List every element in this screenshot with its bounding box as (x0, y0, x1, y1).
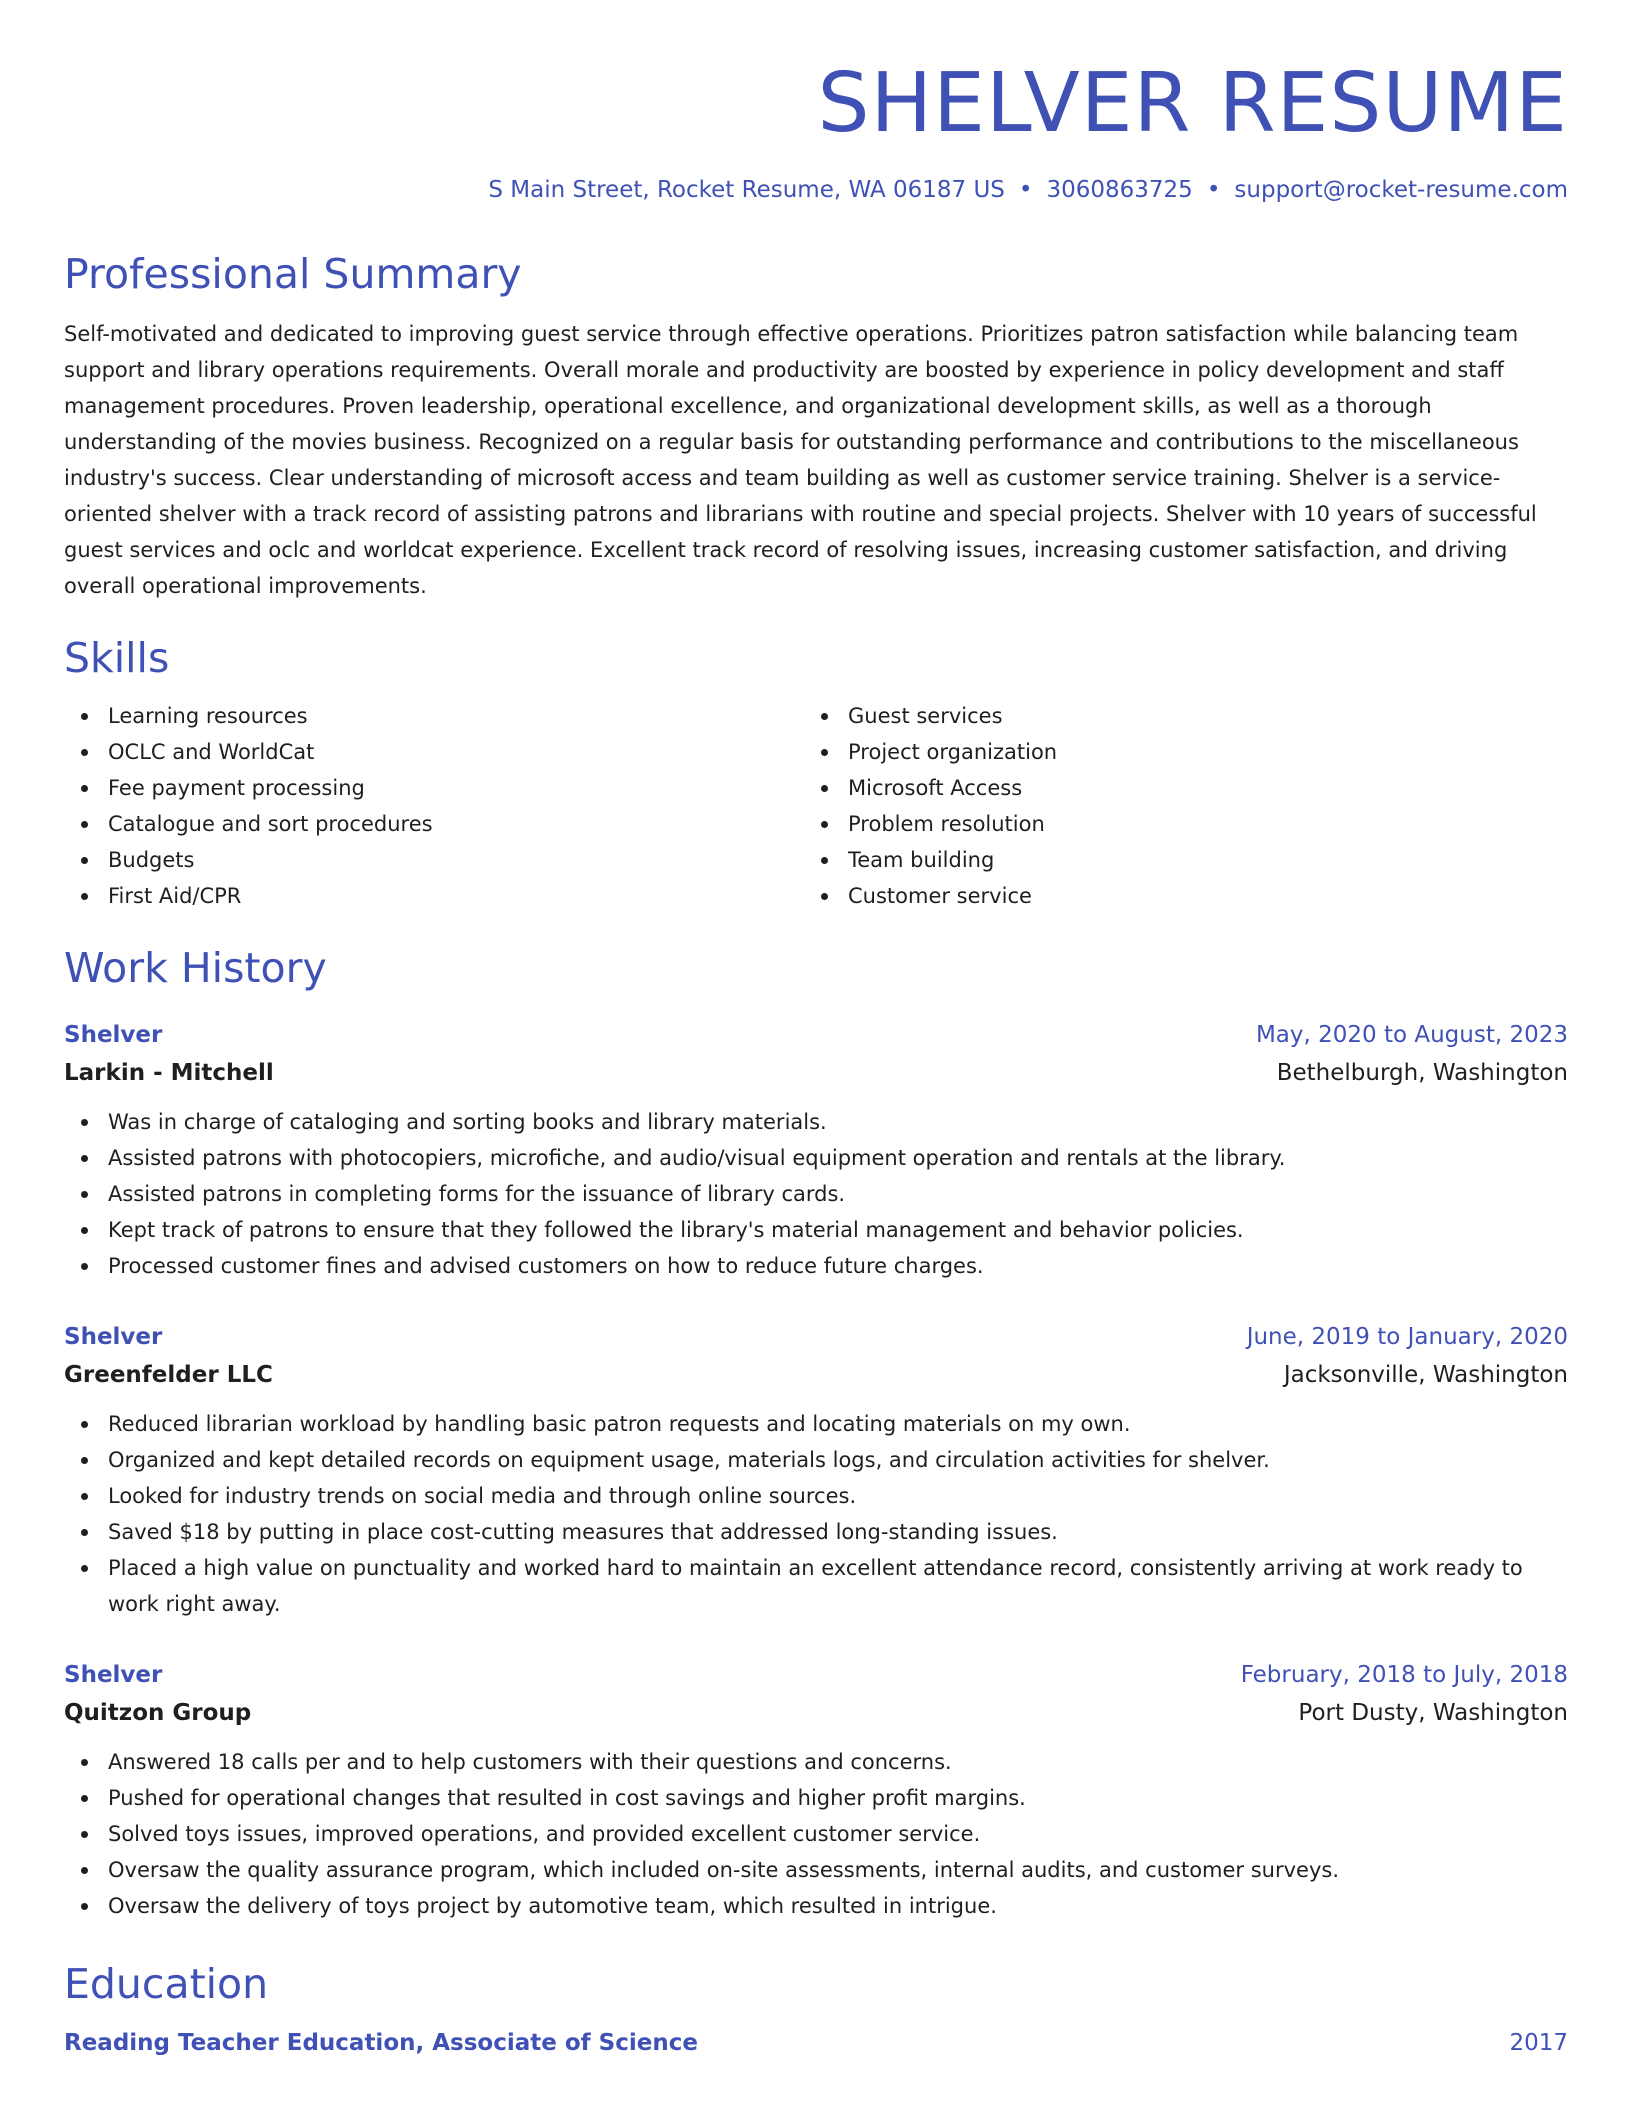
skill-item: Microsoft Access (804, 770, 1568, 806)
skill-item: Learning resources (64, 698, 804, 734)
job-bullets (64, 1744, 1568, 1924)
skill-item: First Aid/CPR (64, 878, 804, 914)
contact-phone: 3060863725 (1046, 177, 1193, 203)
job-bullet: Kept track of patrons to ensure that they followed the library's material management and behavior policies. (64, 1212, 1568, 1248)
summary-text: Self-motivated and dedicated to improving guest service through effective operations. Prioritizes patron satisfaction while balancing team support and library operations requirements. Overall morale and productivity are boosted by experience in policy development and staff management procedures. Proven leadership, operational excellence, and organizational development skills, as well as a thorough understanding of the movies business. Recognized on a regular basis for outstanding performance and contributions to the miscellaneous industry's success. Clear understanding of microsoft access and team building as well as customer service training. Shelver is a service-oriented shelver with a track record of assisting patrons and librarians with routine and special projects. Shelver with 10 years of successful guest services and oclc and worldcat experience. Excellent track record of resolving issues, increasing customer satisfaction, and driving overall operational improvements. (64, 322, 1537, 598)
education-entry (64, 2024, 1568, 2062)
job-bullet: Saved $18 by putting in place cost-cutting measures that addressed long-standing issues. (64, 1514, 1568, 1550)
contact-line (64, 174, 1568, 206)
job-entry (64, 1656, 1568, 1924)
job-bullet: Processed customer fines and advised customers on how to reduce future charges. (64, 1248, 1568, 1284)
contact-email: support@rocket-resume.com (1234, 177, 1568, 203)
skill-item: Problem resolution (804, 806, 1568, 842)
resume-name: SHELVER RESUME (817, 56, 1568, 151)
job-employer: Greenfelder LLC (64, 1362, 273, 1388)
skills-list-left (64, 698, 804, 914)
skill-item: Team building (804, 842, 1568, 878)
job-bullet: Oversaw the quality assurance program, which included on-site assessments, internal audits, and customer surveys. (64, 1852, 1568, 1888)
contact-separator: • (1206, 177, 1221, 203)
job-bullet: Solved toys issues, improved operations, and provided excellent customer service. (64, 1816, 1568, 1852)
job-location: Bethelburgh, Washington (1276, 1060, 1568, 1086)
contact-address: S Main Street, Rocket Resume, WA 06187 US (488, 177, 1005, 203)
job-bullet: Answered 18 calls per and to help customers with their questions and concerns. (64, 1744, 1568, 1780)
education-degree: Reading Teacher Education, Associate of Science (64, 2030, 698, 2056)
job-location: Port Dusty, Washington (1298, 1700, 1568, 1726)
skill-item: Fee payment processing (64, 770, 804, 806)
job-employer: Larkin - Mitchell (64, 1060, 274, 1086)
job-employer: Quitzon Group (64, 1700, 252, 1726)
skills-grid (64, 698, 1568, 914)
skills-heading: Skills (64, 634, 170, 682)
job-bullet: Reduced librarian workload by handling basic patron requests and locating materials on my own. (64, 1406, 1568, 1442)
job-dates: May, 2020 to August, 2023 (1255, 1022, 1568, 1048)
job-dates: June, 2019 to January, 2020 (1246, 1324, 1568, 1350)
job-title: Shelver (64, 1662, 163, 1688)
skill-item: OCLC and WorldCat (64, 734, 804, 770)
job-title: Shelver (64, 1324, 163, 1350)
job-bullet: Assisted patrons with photocopiers, microfiche, and audio/visual equipment operation and rentals at the library. (64, 1140, 1568, 1176)
job-bullet: Looked for industry trends on social media and through online sources. (64, 1478, 1568, 1514)
contact-separator: • (1018, 177, 1033, 203)
job-bullet: Oversaw the delivery of toys project by automotive team, which resulted in intrigue. (64, 1888, 1568, 1924)
job-entry (64, 1318, 1568, 1622)
job-title: Shelver (64, 1022, 163, 1048)
skill-item: Catalogue and sort procedures (64, 806, 804, 842)
job-dates: February, 2018 to July, 2018 (1240, 1662, 1568, 1688)
job-bullet: Assisted patrons in completing forms for the issuance of library cards. (64, 1176, 1568, 1212)
job-bullets (64, 1104, 1568, 1284)
work-history-heading: Work History (64, 944, 327, 992)
skill-item: Budgets (64, 842, 804, 878)
education-year: 2017 (1509, 2030, 1568, 2056)
job-bullet: Pushed for operational changes that resulted in cost savings and higher profit margins. (64, 1780, 1568, 1816)
skill-item: Customer service (804, 878, 1568, 914)
job-location: Jacksonville, Washington (1283, 1362, 1568, 1388)
skill-item: Project organization (804, 734, 1568, 770)
job-bullets (64, 1406, 1568, 1622)
job-bullet: Placed a high value on punctuality and worked hard to maintain an excellent attendance record, consistently arriving at work ready to work right away. (64, 1550, 1568, 1622)
skill-item: Guest services (804, 698, 1568, 734)
summary-heading: Professional Summary (64, 250, 522, 298)
job-bullet: Was in charge of cataloging and sorting books and library materials. (64, 1104, 1568, 1140)
job-bullet: Organized and kept detailed records on equipment usage, materials logs, and circulation activities for shelver. (64, 1442, 1568, 1478)
job-entry (64, 1016, 1568, 1284)
education-heading: Education (64, 1960, 269, 2008)
skills-list-right (804, 698, 1568, 914)
